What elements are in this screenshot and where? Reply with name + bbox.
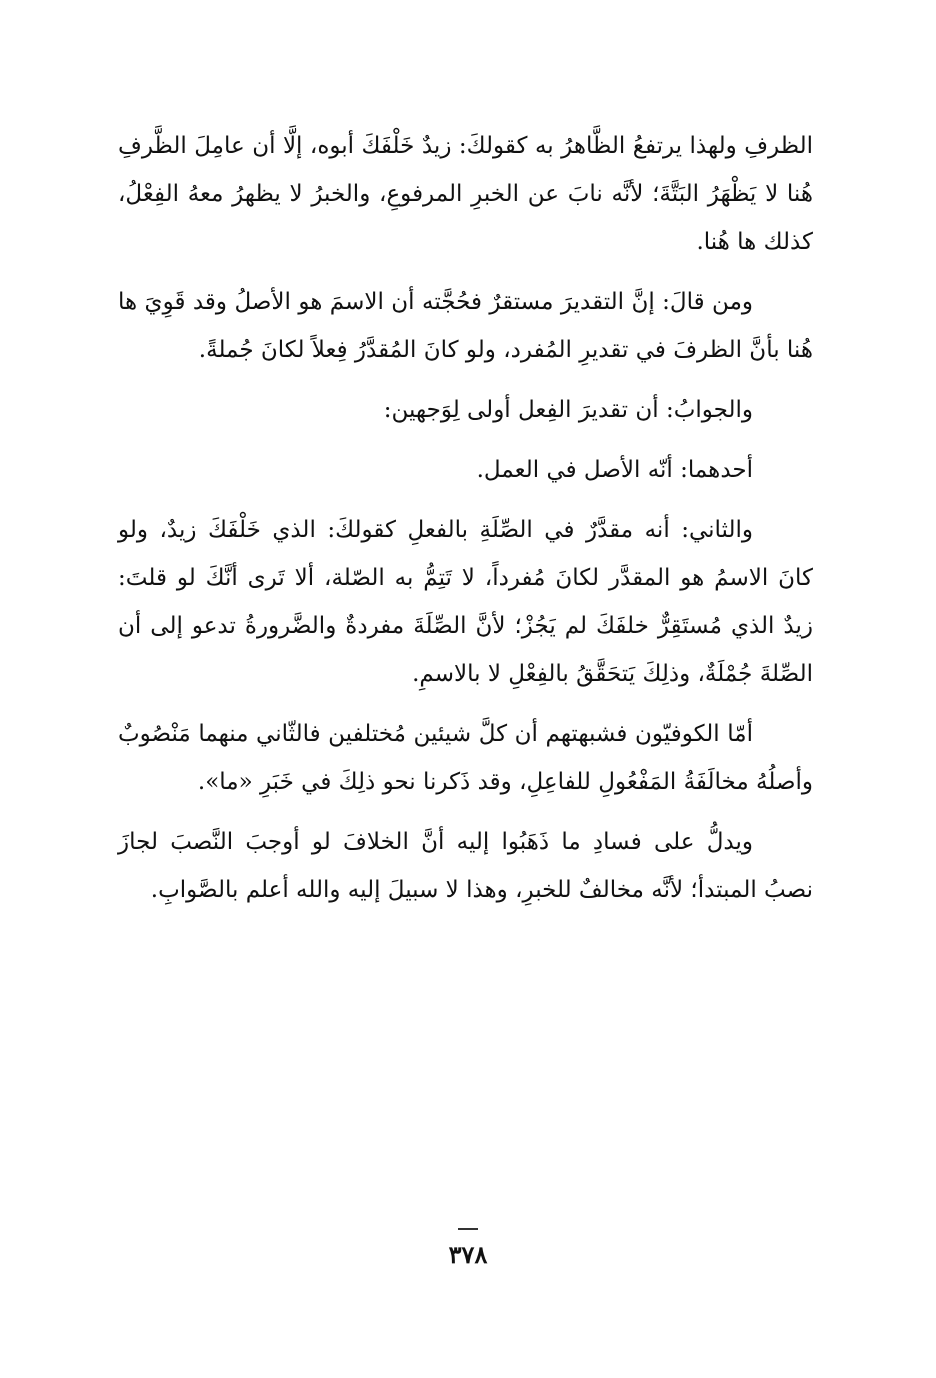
paragraph-6: أمّا الكوفيّون فشبهتهم أن كلَّ شيئين مُختلفين فالثّاني منهما مَنْصُوبٌ وأصلُهُ مخالَفَةُ المَفْعُولِ للفاعِلِ، وقد ذَكرنا نحو ذلِكَ في خَبَرِ «ما». (118, 721, 813, 795)
paragraph-3: والجوابُ: أن تقديرَ الفِعل أولى لِوَجهين: (383, 397, 753, 423)
paragraph-7: ويدلُّ على فسادِ ما ذَهَبُوا إليه أنَّ الخلافَ لو أوجبَ النَّصبَ لجازَ نصبُ المبتدأ؛ لأنَّه مخالفٌ للخبرِ، وهذا لا سبيلَ إليه والله أعلم بالصَّوابِ. (118, 829, 813, 903)
paragraph-5: والثاني: أنه مقدَّرٌ في الصِّلَةِ بالفعلِ كقولكَ: الذي خَلْفَكَ زيدٌ، ولو كانَ الاسمُ هو المقدَّر لكانَ مُفرداً، لا تَتِمُّ به الصّلة، ألا تَرى أنَّكَ لو قلتَ: زيدٌ الذي مُستَقِرٌّ خلفَكَ لم يَجُزْ؛ لأنَّ الصِّلَةَ مفردةٌ والضَّرورةُ تدعو إلى أن الصِّلةَ جُمْلَةٌ، وذلِكَ يَتحَقَّقُ بالفِعْلِ لا بالاسمِ. (118, 517, 813, 687)
paragraph-1: الظرفِ ولهذا يرتفعُ الظَّاهرُ به كقولكَ: زيدٌ خَلْفَكَ أبوه، إلَّا أن عامِلَ الظَّرفِ هُنا لا يَظْهَرُ البَتَّةَ؛ لأنَّه نابَ عن الخبرِ المرفوعِ، والخبرُ لا يظهرُ معهُ الفِعْلُ، كذلك ها هُنا. (118, 133, 813, 255)
paragraph-4: أحدهما: أنّه الأصل في العمل. (476, 457, 753, 483)
body-text (118, 122, 813, 926)
page-number: ٣٧٨ (448, 1240, 488, 1269)
paragraph-2: ومن قالَ: إنَّ التقديرَ مستقرٌ فحُجَّته أن الاسمَ هو الأصلُ وقد قَوِيَ ها هُنا بأنَّ الظرفَ في تقديرِ المُفرد، ولو كانَ المُقدَّرُ فِعلاً لكانَ جُملةً. (118, 289, 813, 363)
footer-rule (458, 1228, 478, 1230)
